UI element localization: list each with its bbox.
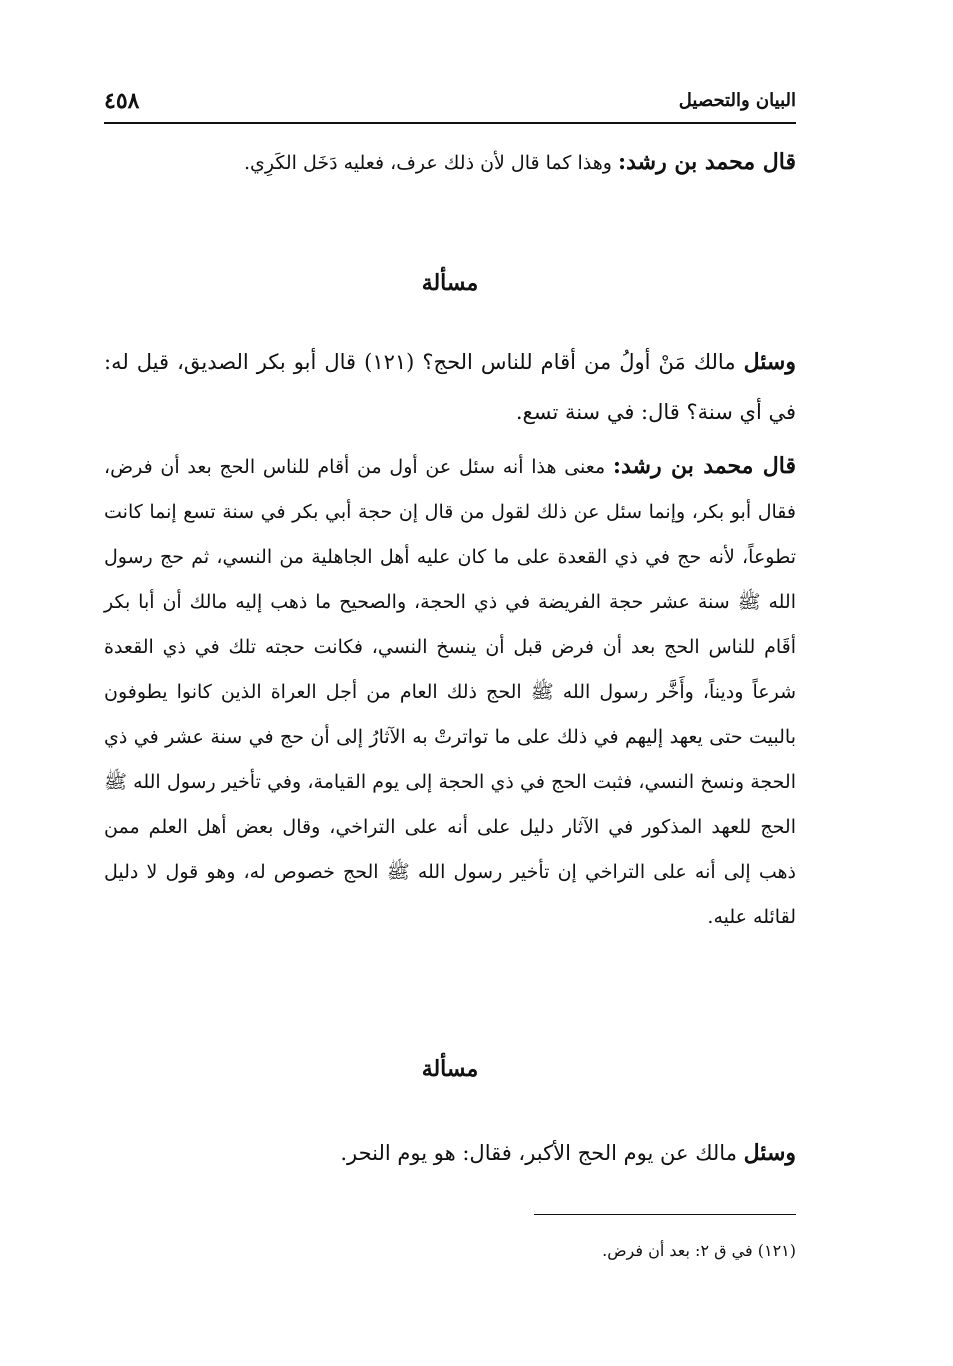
footnote [104, 1238, 796, 1264]
footnote-separator [534, 1214, 796, 1215]
running-header [104, 86, 796, 124]
section-heading-1: مسألة [421, 270, 479, 296]
paragraph-4 [104, 1128, 796, 1178]
paragraph-lead: وسئل [743, 349, 796, 375]
paragraph-text: معنى هذا أنه سئل عن أول من أقام للناس الحج بعد أن فرض، فقال أبو بكر، وإنما سئل عن ذلك لقول من قال إن حجة أبي بكر في سنة تسع إنما كانت تطوعاً، لأنه حج في ذي القعدة على ما كان عليه أهل الجاهلية من النسي، ثم حج رسول الله ﷺ سنة عشر حجة الفريضة في ذي الحجة، والصحيح ما ذهب إليه مالك أن أبا بكر أقَام للناس الحج بعد أن فرض قبل أن ينسخ النسي، فكانت حجته تلك في ذي القعدة شرعاً وديناً، وأَخَّر رسول الله ﷺ الحج ذلك العام من أجل العراة الذين كانوا يطوفون بالبيت حتى يعهد إليهم في ذلك على ما تواترتْ به الآثارُ إلى أن حج في سنة عشر في ذي الحجة ونسخ النسي، فثبت الحج في ذي الحجة إلى يوم القيامة، وفي تأخير رسول الله ﷺ الحج للعهد المذكور في الآثار دليل على أنه على التراخي، وقال بعض أهل العلم ممن ذهب إلى أنه على التراخي إن تأخير رسول الله ﷺ الحج خصوص له، وهو قول لا دليل لقائله عليه. [104, 456, 796, 928]
paragraph-text: مالك عن يوم الحج الأكبر، فقال: هو يوم النحر. [340, 1141, 737, 1165]
section-heading-2: مسألة [421, 1056, 479, 1082]
paragraph-lead: قال محمد بن رشد: [612, 453, 797, 479]
book-page [104, 0, 796, 1366]
paragraph-text: وهذا كما قال لأن ذلك عرف، فعليه دَخَل الكَرِي. [243, 152, 612, 174]
running-title: البيان والتحصيل [678, 90, 796, 111]
footnote-marker: (١٢١) [757, 1241, 796, 1260]
paragraph-3 [104, 444, 796, 940]
footnote-text: في ق ٢: بعد أن فرض. [602, 1241, 753, 1260]
page-number: ٤٥٨ [104, 88, 140, 114]
paragraph-1 [104, 140, 796, 186]
paragraph-2 [104, 337, 796, 437]
paragraph-lead: وسئل [743, 1140, 796, 1166]
paragraph-text: مالك مَنْ أولُ من أقام للناس الحج؟ (١٢١) قال أبو بكر الصديق، قيل له: في أي سنة؟ قال: في سنة تسع. [104, 350, 796, 424]
paragraph-lead: قال محمد بن رشد: [617, 149, 796, 175]
